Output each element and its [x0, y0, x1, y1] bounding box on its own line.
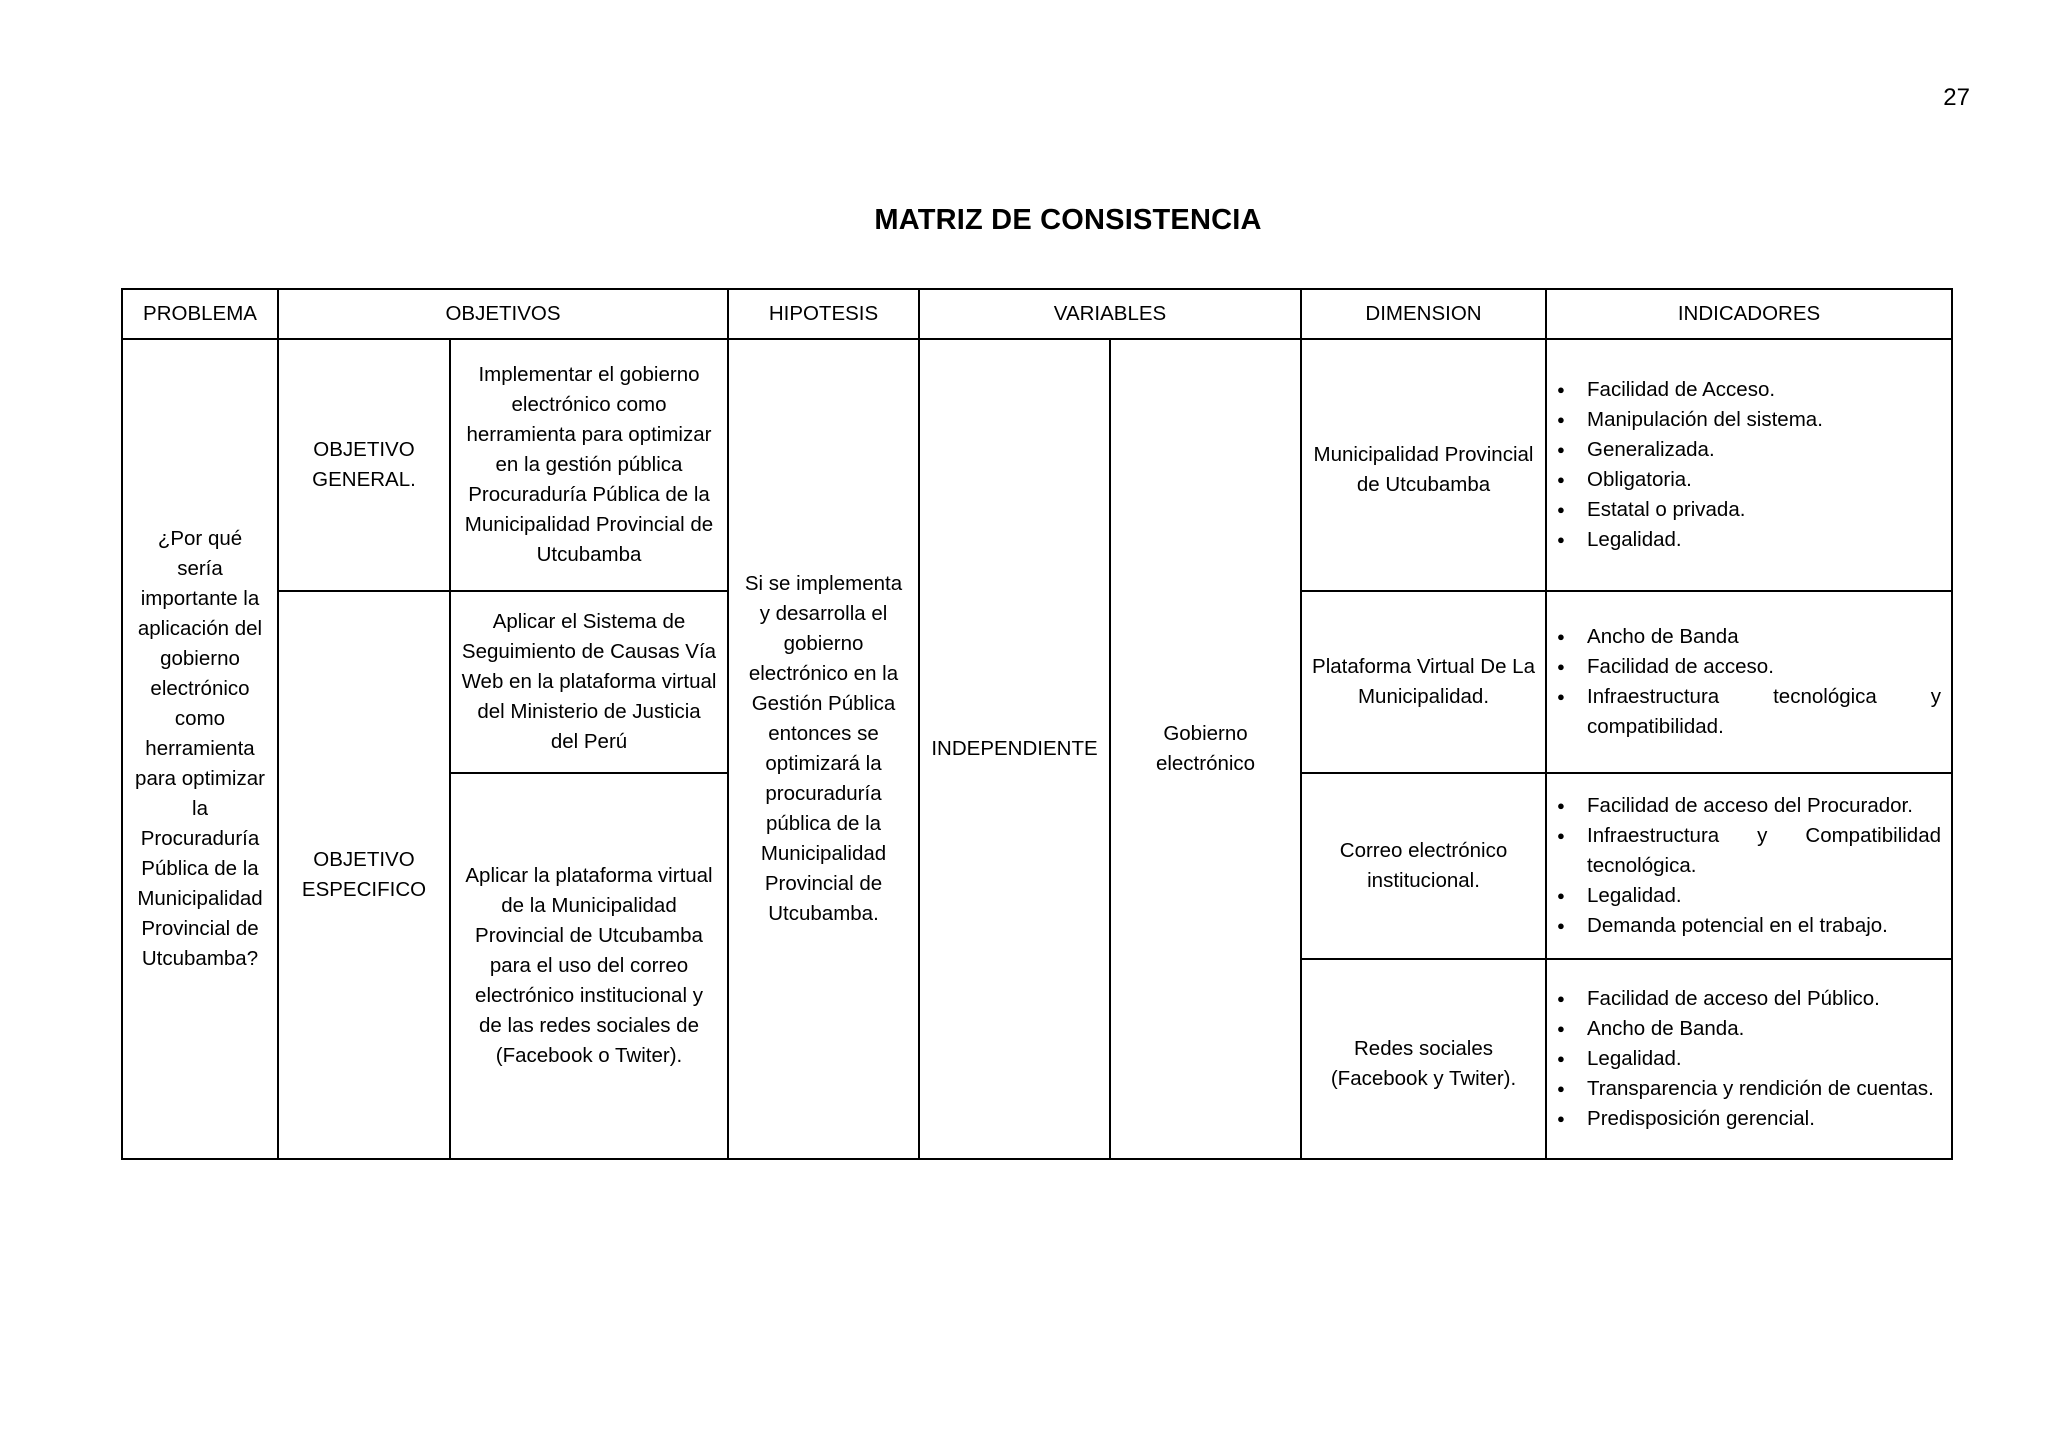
- hipotesis-cell: Si se implementa y desarrolla el gobierno electrónico en la Gestión Pública entonces se optimizará la procuraduría pública de la Municipalidad Provincial de Utcubamba.: [728, 339, 919, 1159]
- indicator-item: ● Manipulación del sistema.: [1557, 405, 1941, 435]
- indicator-list: [1557, 375, 1941, 555]
- header-problema: PROBLEMA: [122, 289, 278, 339]
- indicator-item: ● Generalizada.: [1557, 435, 1941, 465]
- header-variables: VARIABLES: [919, 289, 1301, 339]
- indicator-item: ● Facilidad de acceso del Procurador.: [1557, 791, 1941, 821]
- indicator-list: [1557, 622, 1941, 742]
- page-title: MATRIZ DE CONSISTENCIA: [874, 204, 1262, 236]
- objetivo-general-text: Implementar el gobierno electrónico como herramienta para optimizar en la gestión pública Procuraduría Pública de la Municipalidad Provincial de Utcubamba: [450, 339, 728, 591]
- page-number: 27: [1943, 84, 1970, 111]
- indicator-item: ● Infraestructura tecnológica y compatibilidad.: [1557, 682, 1941, 742]
- table-row: [122, 339, 1952, 591]
- indicator-item: ● Facilidad de Acceso.: [1557, 375, 1941, 405]
- indicadores-cell: [1546, 339, 1952, 591]
- problema-cell: ¿Por qué sería importante la aplicación del gobierno electrónico como herramienta para optimizar la Procuraduría Pública de la Municipalidad Provincial de Utcubamba?: [122, 339, 278, 1159]
- indicator-item: ● Transparencia y rendición de cuentas.: [1557, 1074, 1941, 1104]
- indicator-item: ● Predisposición gerencial.: [1557, 1104, 1941, 1134]
- consistency-matrix-table: [121, 288, 1953, 1160]
- indicator-item: ● Legalidad.: [1557, 1044, 1941, 1074]
- header-objetivos: OBJETIVOS: [278, 289, 728, 339]
- variable-name-cell: Gobierno electrónico: [1110, 339, 1301, 1159]
- indicator-item: ● Legalidad.: [1557, 881, 1941, 911]
- dimension-cell: Correo electrónico institucional.: [1301, 773, 1546, 959]
- dimension-cell: Plataforma Virtual De La Municipalidad.: [1301, 591, 1546, 773]
- dimension-cell: Municipalidad Provincial de Utcubamba: [1301, 339, 1546, 591]
- header-hipotesis: HIPOTESIS: [728, 289, 919, 339]
- header-row: [122, 289, 1952, 339]
- variable-type-cell: INDEPENDIENTE: [919, 339, 1110, 1159]
- objetivo-general-label: OBJETIVO GENERAL.: [278, 339, 450, 591]
- indicator-item: ● Ancho de Banda: [1557, 622, 1941, 652]
- indicator-item: ● Demanda potencial en el trabajo.: [1557, 911, 1941, 941]
- header-dimension: DIMENSION: [1301, 289, 1546, 339]
- indicator-item: ● Facilidad de acceso del Público.: [1557, 984, 1941, 1014]
- indicator-item: ● Legalidad.: [1557, 525, 1941, 555]
- indicator-list: [1557, 791, 1941, 941]
- objetivo-especifico-label: OBJETIVO ESPECIFICO: [278, 591, 450, 1159]
- header-indicadores: INDICADORES: [1546, 289, 1952, 339]
- indicator-item: ● Ancho de Banda.: [1557, 1014, 1941, 1044]
- objetivo-especifico-text: Aplicar el Sistema de Seguimiento de Causas Vía Web en la plataforma virtual del Ministerio de Justicia del Perú: [450, 591, 728, 773]
- objetivo-especifico-text: Aplicar la plataforma virtual de la Municipalidad Provincial de Utcubamba para el uso del correo electrónico institucional y de las redes sociales de (Facebook o Twiter).: [450, 773, 728, 1159]
- indicator-item: ● Estatal o privada.: [1557, 495, 1941, 525]
- indicator-item: ● Obligatoria.: [1557, 465, 1941, 495]
- indicadores-cell: [1546, 591, 1952, 773]
- indicadores-cell: [1546, 959, 1952, 1159]
- indicator-item: ● Infraestructura y Compatibilidad tecnológica.: [1557, 821, 1941, 881]
- indicator-item: ● Facilidad de acceso.: [1557, 652, 1941, 682]
- indicadores-cell: [1546, 773, 1952, 959]
- dimension-cell: Redes sociales (Facebook y Twiter).: [1301, 959, 1546, 1159]
- indicator-list: [1557, 984, 1941, 1134]
